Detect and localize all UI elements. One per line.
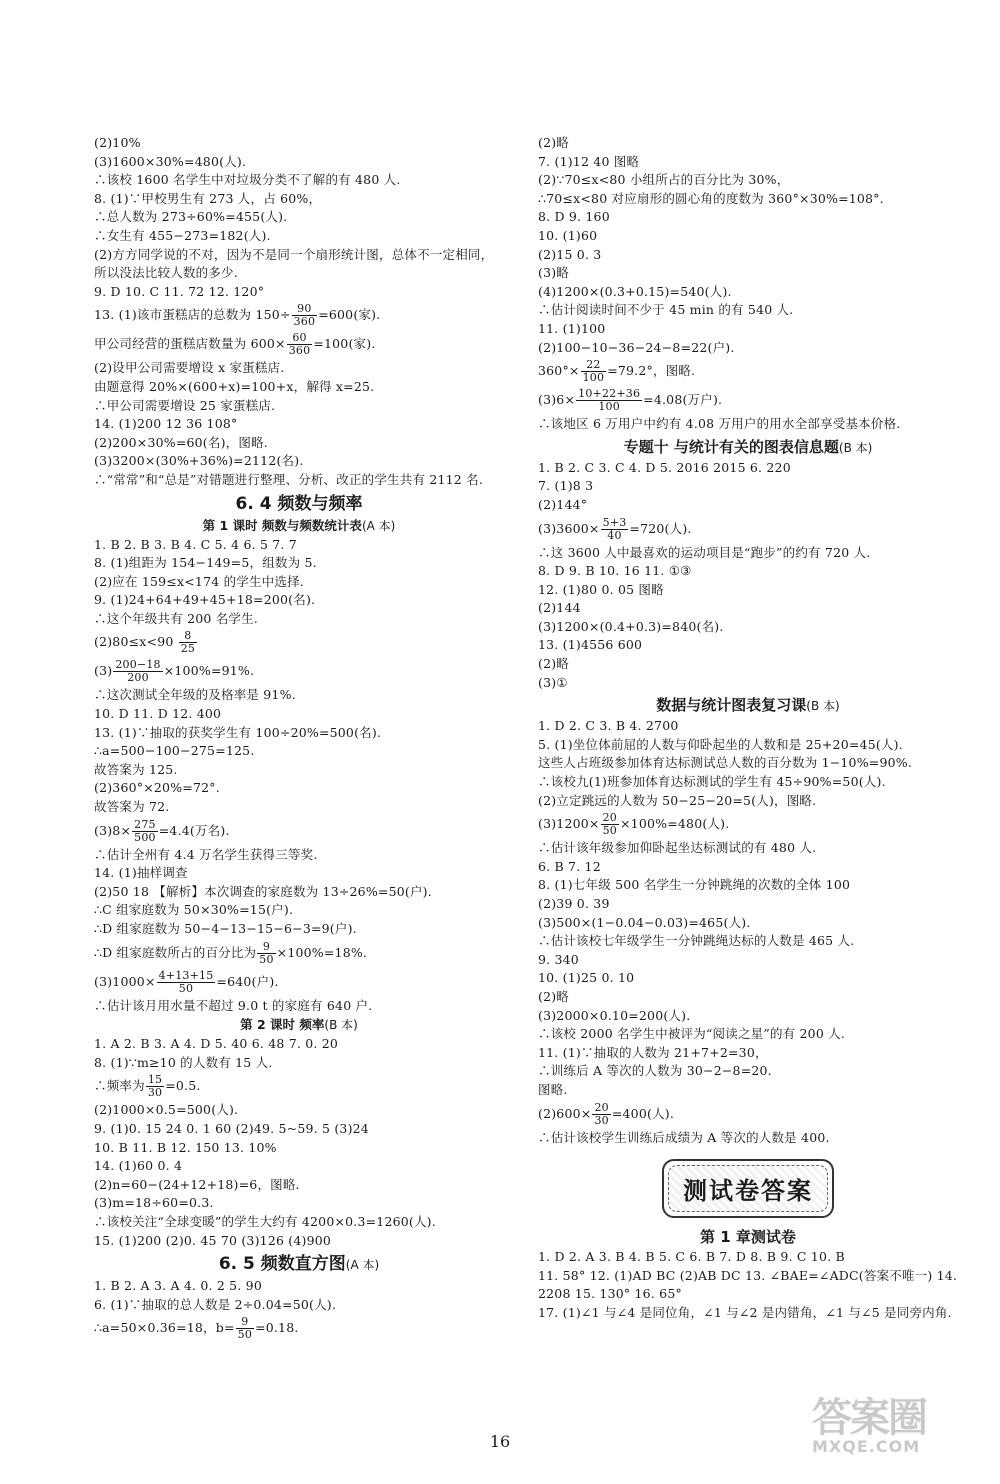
answer-line: (4)1200×(0.3+0.15)=540(人). [538, 283, 732, 299]
answer-line: (2)1000×0.5=500(人). [94, 1102, 239, 1118]
answer-line: ∴训练后 A 等次的人数为 30−2−8=20. [538, 1063, 772, 1079]
fraction [601, 517, 629, 542]
answer-line: ∴D 组家庭数为 50−4−13−15−6−3=9(户). [94, 921, 357, 936]
numerator: 15 [147, 1073, 163, 1087]
answer-line: (2)15 0. 3 [538, 246, 602, 262]
answer-line: ∴该校 1600 名学生中对垃圾分类不了解的有 480 人. [94, 172, 401, 188]
answer-line: 9. 340 [538, 951, 579, 967]
denominator: 500 [134, 830, 156, 844]
heading-text: 第 1 章测试卷 [700, 1228, 796, 1247]
answer-line: 由题意得 20%×(600+x)=100+x，解得 x=25. [94, 378, 375, 394]
answer-line: 14. (1)抽样调查 [94, 865, 188, 881]
heading-text: 第 1 课时 频数与频数统计表 [202, 517, 362, 533]
answer-line: ∴“常常”和“总是”对错题进行整理、分析、改正的学生共有 2112 名. [94, 471, 483, 487]
answer-line-fraction [94, 1314, 504, 1343]
heading-edition: (B 本) [838, 440, 873, 455]
text-before: (3)8× [94, 822, 132, 838]
answer-line: 8. D 9. B 10. 16 11. ①③ [538, 563, 692, 579]
heading-text: 第 2 课时 频率 [240, 1017, 325, 1033]
answer-line: ∴这次测试全年级的及格率是 91%. [94, 687, 296, 703]
numerator: 4+13+15 [158, 968, 214, 982]
answer-line: 10. D 11. D 12. 400 [94, 706, 222, 722]
text-before: (3)1200× [538, 816, 600, 832]
answer-line: ∴女生有 455−273=182(人). [94, 227, 271, 243]
answer-line: 图略. [538, 1081, 568, 1097]
answer-line-fraction [94, 657, 504, 686]
heading-edition: (A 本) [361, 518, 396, 533]
section-heading [538, 436, 958, 459]
answer-line: (2)略 [538, 988, 570, 1004]
answer-line: (3)1200×(0.4+0.3)=840(名). [538, 618, 724, 634]
answer-line: (2)144 [538, 600, 581, 616]
answer-line: 11. (1)100 [538, 320, 606, 336]
text-after: =0.18. [255, 1320, 299, 1336]
answer-line: 13. (1)4556 600 [538, 637, 643, 653]
denominator: 100 [598, 400, 620, 414]
denominator: 100 [582, 371, 605, 385]
answer-line: 10. (1)60 [538, 227, 598, 243]
answer-line: 10. (1)25 0. 10 [538, 970, 635, 986]
answer-line: ∴估计该校七年级学生一分钟跳绳达标的人数是 465 人. [538, 933, 855, 949]
text-before: ∴频率为 [94, 1078, 145, 1094]
answer-line: ∴估计全州有 4.4 万名学生获得三等奖. [94, 846, 318, 862]
text-after: =400(人). [611, 1105, 675, 1121]
answer-line: 1. D 2. C 3. B 4. 2700 [538, 718, 679, 734]
answer-line: 这些人占班级参加体育达标测试总人数的百分数为 1−10%=90%. [538, 755, 913, 771]
fraction [146, 1074, 164, 1099]
answer-line: (2)立定跳远的人数为 50−25−20=5(人)，图略. [538, 792, 817, 808]
answer-line: 故答案为 72. [94, 799, 170, 815]
answer-line: 11. (1)∵抽取的人数为 21+7+2=30， [538, 1044, 768, 1060]
answer-line: 故答案为 125. [94, 761, 178, 777]
answer-line: (2)略 [538, 135, 570, 150]
answer-line: (3)① [538, 674, 568, 690]
text-before: (3)6× [538, 392, 576, 408]
answer-line: (2)∵70≤x<80 小组所占的百分比为 30%， [538, 172, 790, 188]
text-before: (2)80≤x<90 [94, 634, 178, 650]
answer-line: 8. (1)七年级 500 名学生一分钟跳绳的次数的全体 100 [538, 877, 851, 893]
answer-line: (3)略 [538, 265, 570, 281]
heading-edition: (B 本) [324, 1018, 358, 1033]
answer-line: (2)100−10−36−24−8=22(户). [538, 339, 735, 355]
answer-line: 17. (1)∠1 与∠4 是同位角，∠1 与∠2 是内错角，∠1 与∠5 是同旁内角. [538, 1304, 952, 1320]
answer-line: ∴估计该校学生训练后成绩为 A 等次的人数是 400. [538, 1129, 830, 1145]
answer-line: ∴估计阅读时间不少于 45 min 的有 540 人. [538, 302, 794, 318]
answer-line: 10. B 11. B 12. 150 13. 10% [94, 1139, 277, 1155]
answer-line: (2)39 0. 39 [538, 896, 610, 911]
denominator: 50 [259, 952, 274, 966]
banner-frame [662, 1159, 834, 1218]
fraction [292, 303, 318, 328]
answer-line: ∴C 组家庭数为 50×30%=15(户). [94, 902, 294, 918]
answer-line: (2)10% [94, 135, 141, 150]
denominator: 50 [178, 981, 194, 995]
answer-line: (2)144° [538, 496, 588, 512]
answer-line: (2)应在 159≤x<174 的学生中选择. [94, 573, 304, 589]
numerator: 10+22+36 [578, 387, 641, 401]
text-before: 甲公司经营的蛋糕店数量为 600× [94, 336, 286, 352]
answer-line-fraction [538, 1100, 958, 1129]
denominator: 360 [288, 344, 311, 358]
test-answers-banner [538, 1159, 958, 1218]
heading-edition: (B 本) [806, 699, 840, 714]
fraction [576, 388, 642, 413]
answer-line: 1. D 2. A 3. B 4. B 5. C 6. B 7. D 8. B 9. C 10. B [538, 1249, 845, 1265]
answer-line-fraction [94, 968, 504, 997]
text-before: ∴D 组家庭数所占的百分比为 [94, 944, 257, 960]
answer-line: 12. (1)80 0. 05 图略 [538, 581, 664, 597]
text-after: =600(家). [318, 307, 381, 323]
denominator: 360 [293, 315, 316, 329]
answer-line: 9. D 10. C 11. 72 12. 120° [94, 283, 265, 299]
text-after: =79.2°，图略. [607, 363, 696, 379]
section-heading [94, 516, 504, 536]
answer-line: (3)m=18÷60=0.3. [94, 1195, 214, 1211]
numerator: 9 [236, 1316, 254, 1329]
fraction [287, 332, 313, 357]
answer-line: ∴估计该月用水量不超过 9.0 t 的家庭有 640 户. [94, 997, 373, 1013]
answer-line: ∴该校 2000 名学生中被评为“阅读之星”的有 200 人. [538, 1026, 846, 1042]
answer-line-fraction [94, 301, 504, 330]
watermark-url: MXQE.COM [812, 1437, 921, 1456]
answer-line: 13. (1)∵抽取的获奖学生有 100÷20%=500(名). [94, 724, 382, 740]
answer-line: 14. (1)60 0. 4 [94, 1158, 183, 1174]
answer-line: (2)设甲公司需要增设 x 家蛋糕店. [94, 360, 285, 376]
text-after: =4.4(万名). [158, 822, 230, 838]
answer-line-fraction [94, 1072, 504, 1101]
answer-line: ∴a=500−100−275=125. [94, 743, 255, 759]
answer-line: 1. B 2. A 3. A 4. 0. 2 5. 90 [94, 1278, 262, 1294]
answer-line-fraction [538, 810, 958, 839]
fraction [132, 819, 158, 844]
text-after: =0.5. [165, 1078, 201, 1094]
denominator: 200 [127, 671, 149, 685]
fraction [236, 1316, 254, 1341]
text-after: =4.08(万户). [643, 392, 723, 408]
answer-line: ∴该校关注“全球变暖”的学生大约有 4200×0.3=1260(人). [94, 1213, 436, 1229]
text-after: ×100%=91%. [163, 663, 255, 679]
answer-line: (3)2000×0.10=200(人). [538, 1007, 691, 1023]
answer-line: (2)50 18 【解析】本次调查的家庭数为 13÷26%=50(户). [94, 883, 432, 899]
text-before: ∴a=50×0.36=18，b= [94, 1320, 235, 1336]
answer-line: 5. (1)坐位体前屈的人数与仰卧起坐的人数和是 25+20=45(人). [538, 736, 903, 752]
answer-line-fraction [94, 628, 504, 657]
fraction [157, 970, 216, 995]
answer-line: ∴甲公司需要增设 25 家蛋糕店. [94, 397, 276, 413]
fraction [113, 659, 162, 684]
watermark-logo [812, 1386, 992, 1478]
answer-line: (2)360°×20%=72°. [94, 780, 220, 796]
text-after: ×100%=18%. [276, 944, 368, 960]
answer-line: (2)略 [538, 656, 570, 672]
answer-line: 1. B 2. B 3. B 4. C 5. 4 6. 5 7. 7 [94, 536, 297, 552]
left-column [94, 134, 504, 1343]
numerator: 22 [581, 359, 607, 372]
denominator: 50 [237, 1328, 253, 1342]
text-after: =720(人). [629, 520, 692, 536]
heading-text: 6. 5 频数直方图 [218, 1254, 346, 1275]
answer-line: (2)200×30%=60(名)，图略. [94, 434, 268, 450]
denominator: 40 [607, 528, 622, 542]
section-heading [538, 694, 958, 717]
answer-line: (3)3200×(30%+36%)=2112(名). [94, 453, 304, 469]
answer-line: ∴总人数为 273÷60%=455(人). [94, 209, 288, 225]
denominator: 30 [147, 1086, 163, 1100]
numerator: 200−18 [115, 658, 161, 672]
answer-line: 8. D 9. 160 [538, 209, 610, 225]
text-before: (3) [94, 663, 113, 679]
text-before: (2)600× [538, 1105, 592, 1121]
answer-line: 6. (1)∵抽取的总人数是 2÷0.04=50(人). [94, 1296, 337, 1312]
text-after: =100(家). [313, 336, 376, 352]
fraction [581, 359, 607, 384]
answer-line: ∴该校九(1)班参加体育达标测试的学生有 45÷90%=50(人). [538, 774, 886, 790]
answer-line: 8. (1)组距为 154−149=5，组数为 5. [94, 555, 317, 571]
answer-line: 1. B 2. C 3. C 4. D 5. 2016 2015 6. 220 [538, 459, 791, 475]
answer-line: 15. (1)200 (2)0. 45 70 (3)126 (4)900 [94, 1232, 332, 1248]
right-column [538, 134, 958, 1323]
answer-line-fraction [94, 330, 504, 359]
heading-edition: (A 本) [345, 1258, 380, 1273]
answer-line: 7. (1)12 40 图略 [538, 153, 640, 169]
numerator: 90 [292, 303, 318, 316]
denominator: 25 [180, 642, 196, 656]
watermark-text: 答案圈 [812, 1395, 926, 1441]
section-heading [538, 1226, 958, 1248]
answer-line: ∴这 3600 人中最喜欢的运动项目是“跑步”的约有 720 人. [538, 544, 871, 560]
answer-line: (2)n=60−(24+12+18)=6，图略. [94, 1176, 300, 1192]
fraction [601, 812, 619, 837]
section-heading [94, 492, 504, 516]
text-before: (3)1000× [94, 973, 156, 989]
answer-line: ∴这个年级共有 200 名学生. [94, 610, 258, 626]
numerator: 60 [287, 332, 313, 345]
answer-line: ∴70≤x<80 对应扇形的圆心角的度数为 360°×30%=108°. [538, 190, 884, 206]
answer-line: 8. (1)∵甲校男生有 273 人，占 60%， [94, 190, 322, 206]
heading-text: 数据与统计图表复习课 [656, 696, 807, 715]
fraction [257, 941, 275, 966]
fraction [179, 630, 197, 655]
answer-line: ∴估计该年级参加仰卧起坐达标测试的有 480 人. [538, 840, 817, 856]
numerator: 9 [257, 941, 275, 954]
numerator: 5+3 [602, 515, 627, 529]
answer-line: (3)500×(1−0.04−0.03)=465(人). [538, 914, 751, 930]
answer-line: 9. (1)0. 15 24 0. 1 60 (2)49. 5~59. 5 (3)24 [94, 1120, 369, 1136]
answer-line-fraction [538, 386, 958, 415]
answer-line: 6. B 7. 12 [538, 858, 601, 874]
text-before: (3)3600× [538, 520, 600, 536]
answer-line: ∴该地区 6 万用户中约有 4.08 万用户的用水全部享受基本价格. [538, 416, 901, 432]
numerator: 8 [179, 630, 197, 643]
text-before: 360°× [538, 363, 580, 379]
answer-line-fraction [94, 939, 504, 968]
text-after: =640(户). [216, 973, 279, 989]
numerator: 20 [602, 811, 617, 825]
answer-line: (3)1600×30%=480(人). [94, 153, 247, 169]
heading-text: 6. 4 频数与频率 [235, 493, 363, 514]
answer-line-fraction [94, 817, 504, 846]
answer-line: 1. A 2. B 3. A 4. D 5. 40 6. 48 7. 0. 20 [94, 1036, 339, 1052]
text-before: 13. (1)该市蛋糕店的总数为 150÷ [94, 307, 291, 323]
denominator: 30 [594, 1113, 609, 1127]
answer-line: (2)方方同学说的不对，因为不是同一个扇形统计图，总体不一定相同，所以没法比较人数的多少. [94, 246, 494, 281]
numerator: 20 [594, 1100, 609, 1114]
answer-line: 14. (1)200 12 36 108° [94, 416, 238, 432]
heading-text: 专题十 与统计有关的图表信息题 [623, 437, 839, 456]
fraction [592, 1102, 610, 1127]
section-heading [94, 1252, 504, 1277]
answer-line: 11. 58° 12. (1)AD BC (2)AB DC 13. ∠BAE=∠ADC(答案不唯一) 14. 2208 15. 130° 16. 65° [538, 1267, 958, 1302]
answer-line: 7. (1)8 3 [538, 478, 594, 494]
answer-line-fraction [538, 515, 958, 544]
numerator: 275 [134, 817, 156, 831]
answer-line: 9. (1)24+64+49+45+18=200(名). [94, 592, 316, 608]
section-heading [94, 1015, 504, 1035]
answer-line: 8. (1)∵m≥10 的人数有 15 人. [94, 1054, 273, 1070]
text-after: ×100%=480(人). [620, 816, 730, 832]
denominator: 50 [602, 824, 617, 838]
answer-line-fraction [538, 357, 958, 386]
banner-title: 测试卷答案 [668, 1165, 828, 1212]
page-number: 16 [489, 1432, 511, 1451]
